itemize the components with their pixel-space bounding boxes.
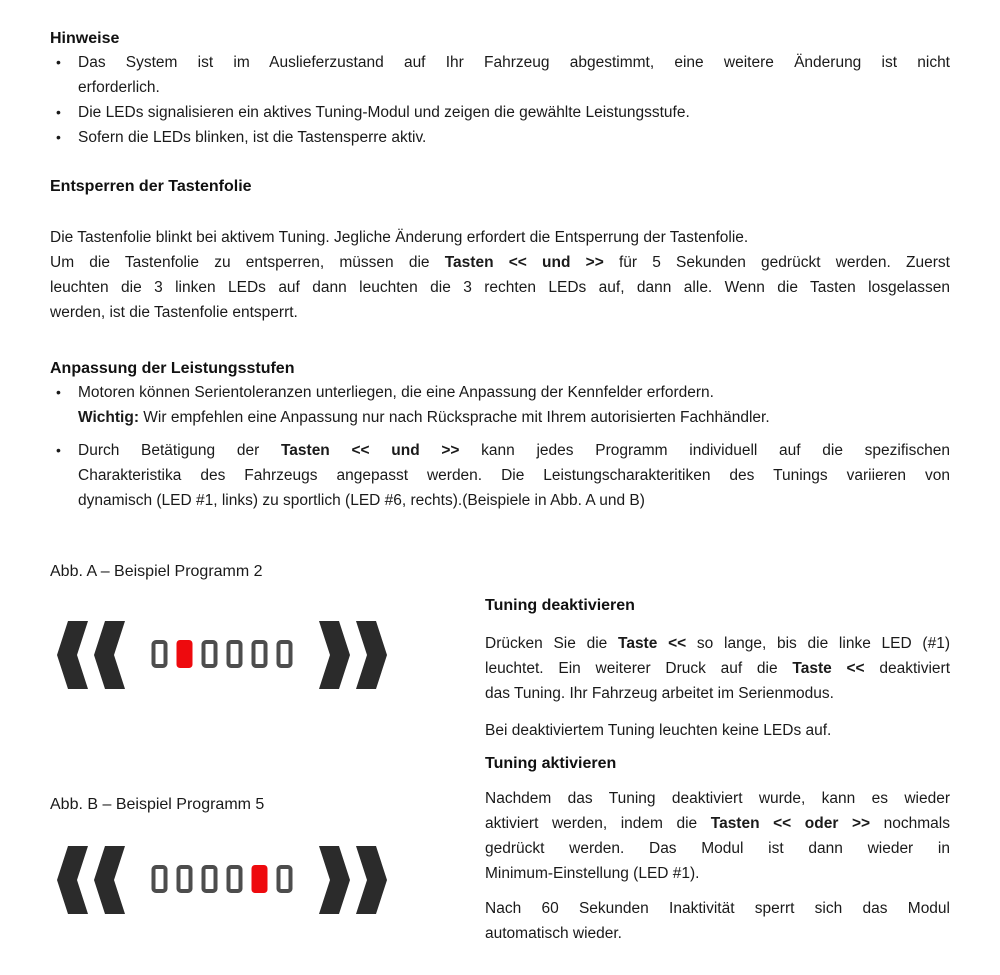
text-run: Minimum-Einstellung (LED #1). (485, 865, 700, 882)
bullet-icon: • (56, 384, 61, 400)
text-line (78, 100, 950, 125)
text-run: automatisch wieder. (485, 925, 622, 942)
text-run: das Tuning. Ihr Fahrzeug arbeitet im Serienmodus. (485, 685, 834, 702)
text-run: kann jedes Programm individuell auf die spezifischen (459, 442, 950, 459)
text-run: werden, ist die Tastenfolie entsperrt. (50, 304, 298, 321)
list-item (50, 380, 950, 430)
list-item-text (78, 438, 950, 513)
right-double-chevron-icon (319, 846, 387, 914)
bullet-icon: • (56, 442, 61, 458)
chevron-stroke (356, 621, 387, 689)
text-run: Charakteristika des Fahrzeugs angepasst werden. Die Leistungscharakteritiken des Tunings variieren von (78, 467, 950, 484)
text-line (50, 275, 950, 300)
deactivate-paragraph-2 (485, 718, 950, 743)
text-line (485, 631, 950, 656)
chevron-stroke (94, 846, 125, 914)
text-run: Um die Tastenfolie zu entsperren, müssen die (50, 254, 445, 271)
deactivate-paragraph-1 (485, 631, 950, 706)
chevron-stroke (94, 621, 125, 689)
text-run: Durch Betätigung der (78, 442, 281, 459)
chevron-stroke (57, 846, 88, 914)
left-double-chevron-icon (57, 846, 125, 914)
list-item (50, 125, 950, 150)
text-line (485, 656, 950, 681)
led-box (154, 867, 166, 891)
text-run: Sofern die LEDs blinken, ist die Tastensperre aktiv. (78, 129, 427, 146)
text-run: Das System ist im Auslieferzustand auf Ihr Fahrzeug abgestimmt, eine weitere Änderung ist nicht (78, 54, 950, 71)
bold-text-run: Taste << (792, 660, 865, 677)
text-run: für 5 Sekunden gedrückt werden. Zuerst (603, 254, 950, 271)
text-line (78, 380, 950, 405)
bullet-icon: • (56, 129, 61, 145)
led-box (229, 642, 241, 666)
text-line (78, 50, 950, 75)
led-indicator-graphic (57, 846, 387, 914)
left-double-chevron-icon (57, 621, 125, 689)
led-box (254, 642, 266, 666)
chevron-stroke (356, 846, 387, 914)
section-title-tuning-aktivieren: Tuning aktivieren (485, 755, 617, 772)
section-title-anpassung: Anpassung der Leistungsstufen (50, 360, 295, 377)
text-run: Motoren können Serientoleranzen unterliegen, die eine Anpassung der Kennfelder erfordern. (78, 384, 714, 401)
text-run: Nach 60 Sekunden Inaktivität sperrt sich das Modul (485, 900, 950, 917)
list-item-text (78, 50, 950, 100)
text-run: Wir empfehlen eine Anpassung nur nach Rücksprache mit Ihrem autorisierten Fachhändler. (139, 409, 770, 426)
bold-text-run: Tasten << und >> (444, 254, 604, 271)
list-item-text (78, 100, 950, 125)
bullet-icon: • (56, 54, 61, 70)
activate-paragraph-1 (485, 786, 950, 886)
led-indicator-figure-b (57, 846, 387, 919)
right-double-chevron-icon (319, 621, 387, 689)
bullet-icon: • (56, 104, 61, 120)
text-run: leuchtet. Ein weiterer Druck auf die (485, 660, 793, 677)
text-line (485, 811, 950, 836)
list-item (50, 100, 950, 125)
list-item-text (78, 125, 950, 150)
text-line (78, 438, 950, 463)
text-line (485, 921, 950, 946)
text-run: deaktiviert (864, 660, 950, 677)
text-run: erforderlich. (78, 79, 160, 96)
entsperren-paragraph (50, 225, 950, 325)
text-line (78, 405, 950, 430)
text-line (78, 125, 950, 150)
bold-text-run: Tasten << und >> (280, 442, 460, 459)
text-line (78, 463, 950, 488)
led-box-active (177, 640, 193, 668)
text-run: dynamisch (LED #1, links) zu sportlich (LED #6, rechts).(Beispiele in Abb. A und B) (78, 492, 645, 509)
section-title-hinweise: Hinweise (50, 30, 120, 47)
text-run: Die LEDs signalisieren ein aktives Tuning-Modul und zeigen die gewählte Leistungsstufe. (78, 104, 690, 121)
text-line (485, 718, 950, 743)
led-box (279, 867, 291, 891)
led-box-active (252, 865, 268, 893)
text-run: Die Tastenfolie blinkt bei aktivem Tuning. Jegliche Änderung erfordert die Entsperrung der Tastenfolie. (50, 229, 749, 246)
chevron-stroke (319, 621, 350, 689)
text-line (50, 225, 950, 250)
text-line (485, 681, 950, 706)
list-item (50, 50, 950, 100)
text-line (78, 488, 950, 513)
text-run: so lange, bis die linke LED (#1) (686, 635, 950, 652)
text-line (50, 250, 950, 275)
led-box (154, 642, 166, 666)
figure-b-label: Abb. B – Beispiel Programm 5 (50, 796, 265, 813)
activate-paragraph-2 (485, 896, 950, 946)
led-indicator-figure-a (57, 621, 387, 694)
section-hinweise (50, 28, 950, 150)
section-anpassung (50, 358, 950, 513)
led-box (279, 642, 291, 666)
chevron-stroke (57, 621, 88, 689)
section-title-tuning-deaktivieren: Tuning deaktivieren (485, 597, 635, 614)
text-run: Nachdem das Tuning deaktiviert wurde, kann es wieder (485, 790, 950, 807)
text-run: Drücken Sie die (485, 635, 618, 652)
text-line (485, 896, 950, 921)
led-box (179, 867, 191, 891)
section-title-entsperren: Entsperren der Tastenfolie (50, 178, 252, 195)
led-box (204, 867, 216, 891)
list-item (50, 438, 950, 513)
hinweise-bullet-list (50, 50, 950, 150)
text-line (485, 861, 950, 886)
section-entsperren (50, 176, 950, 325)
text-line (485, 836, 950, 861)
text-run: nochmals (870, 815, 950, 832)
text-line (78, 75, 950, 100)
led-box (204, 642, 216, 666)
right-column (485, 595, 950, 946)
anpassung-bullet-list (50, 380, 950, 513)
led-box (229, 867, 241, 891)
text-run: leuchten die 3 linken LEDs auf dann leuchten die 3 rechten LEDs auf, dann alle. Wenn die Tasten losgelassen (50, 279, 950, 296)
text-run: Bei deaktiviertem Tuning leuchten keine LEDs auf. (485, 722, 832, 739)
text-line (50, 300, 950, 325)
bold-text-run: Tasten << oder >> (710, 815, 871, 832)
figure-a-label: Abb. A – Beispiel Programm 2 (50, 563, 263, 580)
text-run: gedrückt werden. Das Modul ist dann wieder in (485, 840, 950, 857)
bold-text-run: Wichtig: (78, 409, 139, 426)
text-line (485, 786, 950, 811)
list-item-text (78, 380, 950, 430)
led-indicator-graphic (57, 621, 387, 689)
bold-text-run: Taste << (618, 635, 687, 652)
chevron-stroke (319, 846, 350, 914)
text-run: aktiviert werden, indem die (485, 815, 711, 832)
